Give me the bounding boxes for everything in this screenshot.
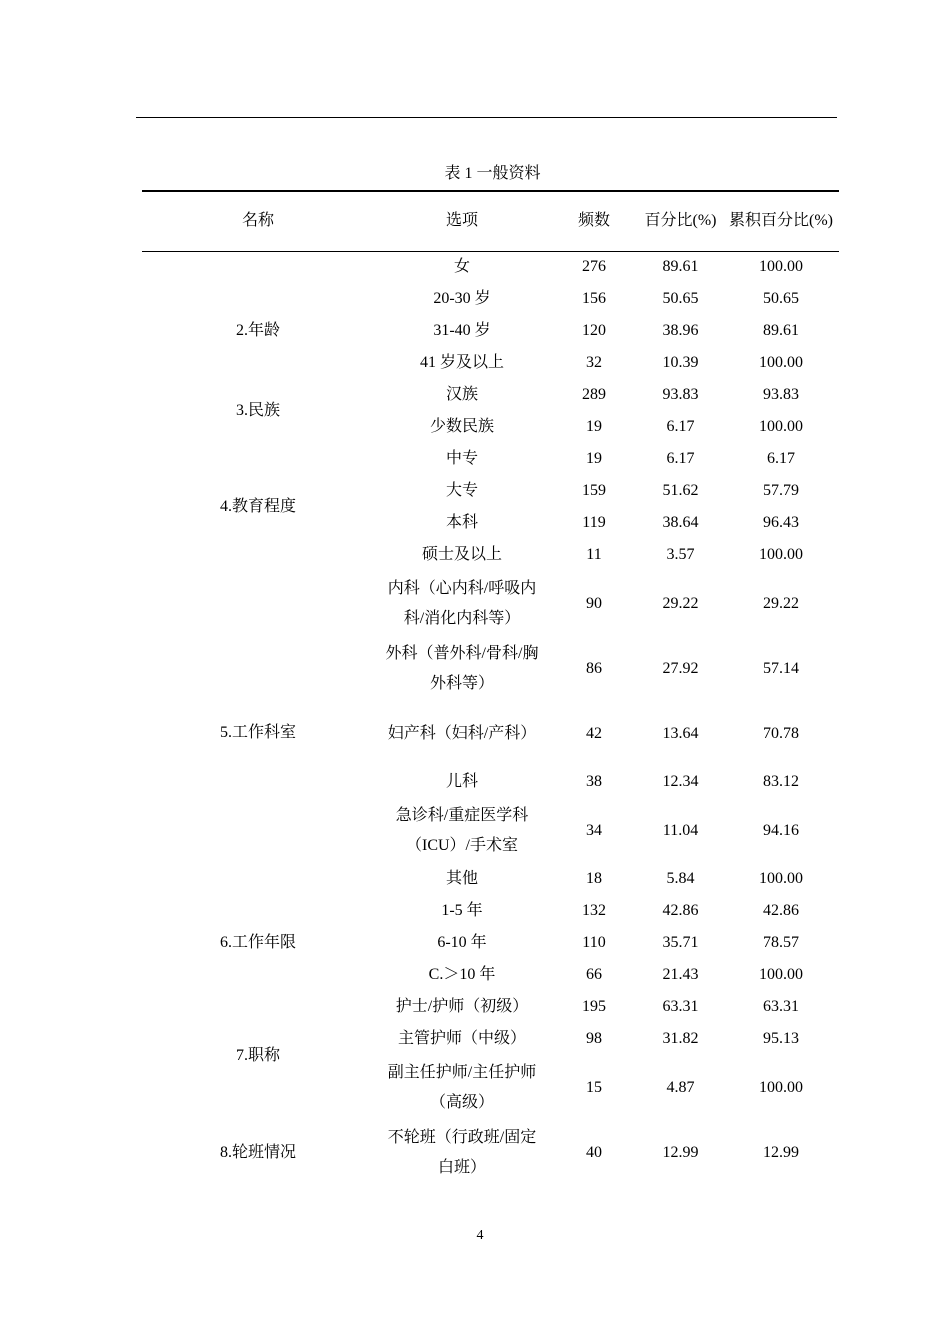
table-row: [142, 283, 839, 315]
table-header-row: [142, 191, 839, 251]
percent-cell: 27.92: [662, 659, 699, 677]
option-cell: 31-40 岁: [433, 322, 491, 339]
cumulative-cell: 95.13: [763, 1030, 799, 1047]
header-name: 名称: [142, 191, 374, 251]
page-number: 4: [476, 1228, 484, 1243]
percent-cell: 51.62: [662, 482, 699, 499]
percent-cell: 12.34: [662, 773, 699, 790]
option-cell: 护士/护师（初级）: [395, 998, 529, 1015]
cumulative-cell: 100.00: [759, 354, 803, 371]
percent-cell: 38.64: [662, 514, 699, 531]
percent-cell: 31.82: [662, 1030, 699, 1047]
cumulative-cell: 6.17: [767, 450, 795, 467]
frequency-cell: 159: [582, 482, 606, 499]
frequency-cell: 276: [582, 258, 606, 276]
cumulative-cell: 57.14: [763, 659, 799, 677]
percent-cell: 6.17: [666, 418, 695, 435]
cumulative-cell: 100.00: [759, 870, 803, 887]
percent-cell: 42.86: [662, 902, 699, 919]
cumulative-cell: 100.00: [759, 546, 803, 563]
frequency-cell: 195: [582, 998, 606, 1015]
option-cell: 本科: [445, 514, 478, 531]
frequency-cell: 19: [586, 450, 602, 467]
option-cell: 汉族: [445, 386, 478, 403]
frequency-cell: 119: [582, 514, 606, 531]
option-cell: 不轮班（行政班/固定白班）: [387, 1128, 537, 1176]
cumulative-cell: 63.31: [763, 998, 799, 1015]
header-frequency: 频数: [550, 191, 638, 251]
frequency-cell: 32: [586, 354, 602, 371]
cumulative-cell: 12.99: [763, 1143, 799, 1161]
frequency-cell: 86: [586, 659, 602, 677]
option-cell: 少数民族: [429, 418, 494, 435]
frequency-cell: 11: [586, 546, 602, 563]
option-cell: 儿科: [445, 773, 478, 790]
option-cell: C.＞10 年: [428, 966, 496, 983]
option-cell: 妇产科（妇科/产科）: [387, 724, 537, 742]
percent-cell: 93.83: [662, 386, 699, 403]
percent-cell: 21.43: [662, 966, 699, 983]
option-cell: 急诊科/重症医学科（ICU）/手术室: [395, 806, 529, 854]
group-name: 2.年龄: [235, 322, 280, 339]
table-row: [142, 1120, 839, 1185]
group-name: 5.工作科室: [219, 724, 296, 741]
frequency-cell: 38: [586, 773, 602, 790]
frequency-cell: 156: [582, 290, 606, 307]
option-cell: 1-5 年: [441, 902, 483, 919]
table-caption: 表 1 一般资料: [444, 165, 541, 182]
frequency-cell: 18: [586, 870, 602, 887]
cumulative-cell: 100.00: [759, 1078, 803, 1096]
cumulative-cell: 100.00: [759, 966, 803, 983]
frequency-cell: 34: [586, 821, 602, 839]
option-cell: 硕士及以上: [421, 546, 502, 563]
general-info-table: [142, 190, 839, 1185]
option-cell: 6-10 年: [437, 934, 487, 951]
percent-cell: 89.61: [662, 258, 699, 276]
table-row: [142, 251, 839, 283]
frequency-cell: 19: [586, 418, 602, 435]
header-cumulative-percent: 累积百分比(%): [723, 191, 839, 251]
percent-cell: 6.17: [666, 450, 695, 467]
group-name: 6.工作年限: [219, 934, 296, 951]
table-row: [142, 379, 839, 411]
header-percent: 百分比(%): [638, 191, 723, 251]
option-cell: 外科（普外科/骨科/胸外科等）: [385, 644, 539, 692]
header-rule: [136, 117, 837, 118]
cumulative-cell: 42.86: [763, 902, 799, 919]
frequency-cell: 289: [582, 386, 606, 403]
option-cell: 主管护师（中级）: [397, 1030, 526, 1047]
frequency-cell: 98: [586, 1030, 602, 1047]
frequency-cell: 66: [586, 966, 602, 983]
table-row: [142, 571, 839, 636]
percent-cell: 12.99: [662, 1143, 699, 1161]
cumulative-cell: 93.83: [763, 386, 799, 403]
frequency-cell: 90: [586, 594, 602, 612]
cumulative-cell: 83.12: [763, 773, 799, 790]
frequency-cell: 132: [582, 902, 606, 919]
cumulative-cell: 29.22: [763, 594, 799, 612]
option-cell: 副主任护师/主任护师（高级）: [387, 1063, 537, 1111]
option-cell: 41 岁及以上: [419, 354, 504, 371]
group-name: 7.职称: [235, 1046, 280, 1064]
percent-cell: 35.71: [662, 934, 699, 951]
table-row: [142, 895, 839, 927]
option-cell: 中专: [445, 450, 478, 467]
frequency-cell: 110: [582, 934, 606, 951]
percent-cell: 10.39: [662, 354, 699, 371]
frequency-cell: 15: [586, 1078, 602, 1096]
option-cell: 其他: [445, 870, 478, 887]
group-name: 8.轮班情况: [219, 1143, 296, 1161]
percent-cell: 29.22: [662, 594, 699, 612]
percent-cell: 5.84: [666, 870, 695, 887]
option-cell: 内科（心内科/呼吸内科/消化内科等）: [387, 579, 537, 627]
cumulative-cell: 100.00: [759, 258, 803, 276]
frequency-cell: 120: [582, 322, 606, 339]
header-option: 选项: [374, 191, 550, 251]
table-row: [142, 443, 839, 475]
group-name: 4.教育程度: [219, 498, 296, 515]
cumulative-cell: 94.16: [763, 821, 799, 839]
percent-cell: 38.96: [662, 322, 699, 339]
cumulative-cell: 100.00: [759, 418, 803, 435]
percent-cell: 4.87: [666, 1078, 695, 1096]
percent-cell: 50.65: [662, 290, 699, 307]
cumulative-cell: 96.43: [763, 514, 799, 531]
percent-cell: 13.64: [662, 724, 699, 742]
percent-cell: 11.04: [662, 821, 699, 839]
group-name: 3.民族: [235, 402, 280, 419]
option-cell: 20-30 岁: [433, 290, 491, 307]
cumulative-cell: 70.78: [763, 724, 799, 742]
frequency-cell: 40: [586, 1143, 602, 1161]
percent-cell: 3.57: [666, 546, 695, 563]
percent-cell: 63.31: [662, 998, 699, 1015]
option-cell: 大专: [445, 482, 478, 499]
cumulative-cell: 89.61: [763, 322, 799, 339]
group-name: [142, 251, 374, 283]
option-cell: 女: [453, 258, 470, 276]
cumulative-cell: 50.65: [763, 290, 799, 307]
table-row: [142, 991, 839, 1023]
cumulative-cell: 57.79: [763, 482, 799, 499]
cumulative-cell: 78.57: [763, 934, 799, 951]
frequency-cell: 42: [586, 724, 602, 742]
